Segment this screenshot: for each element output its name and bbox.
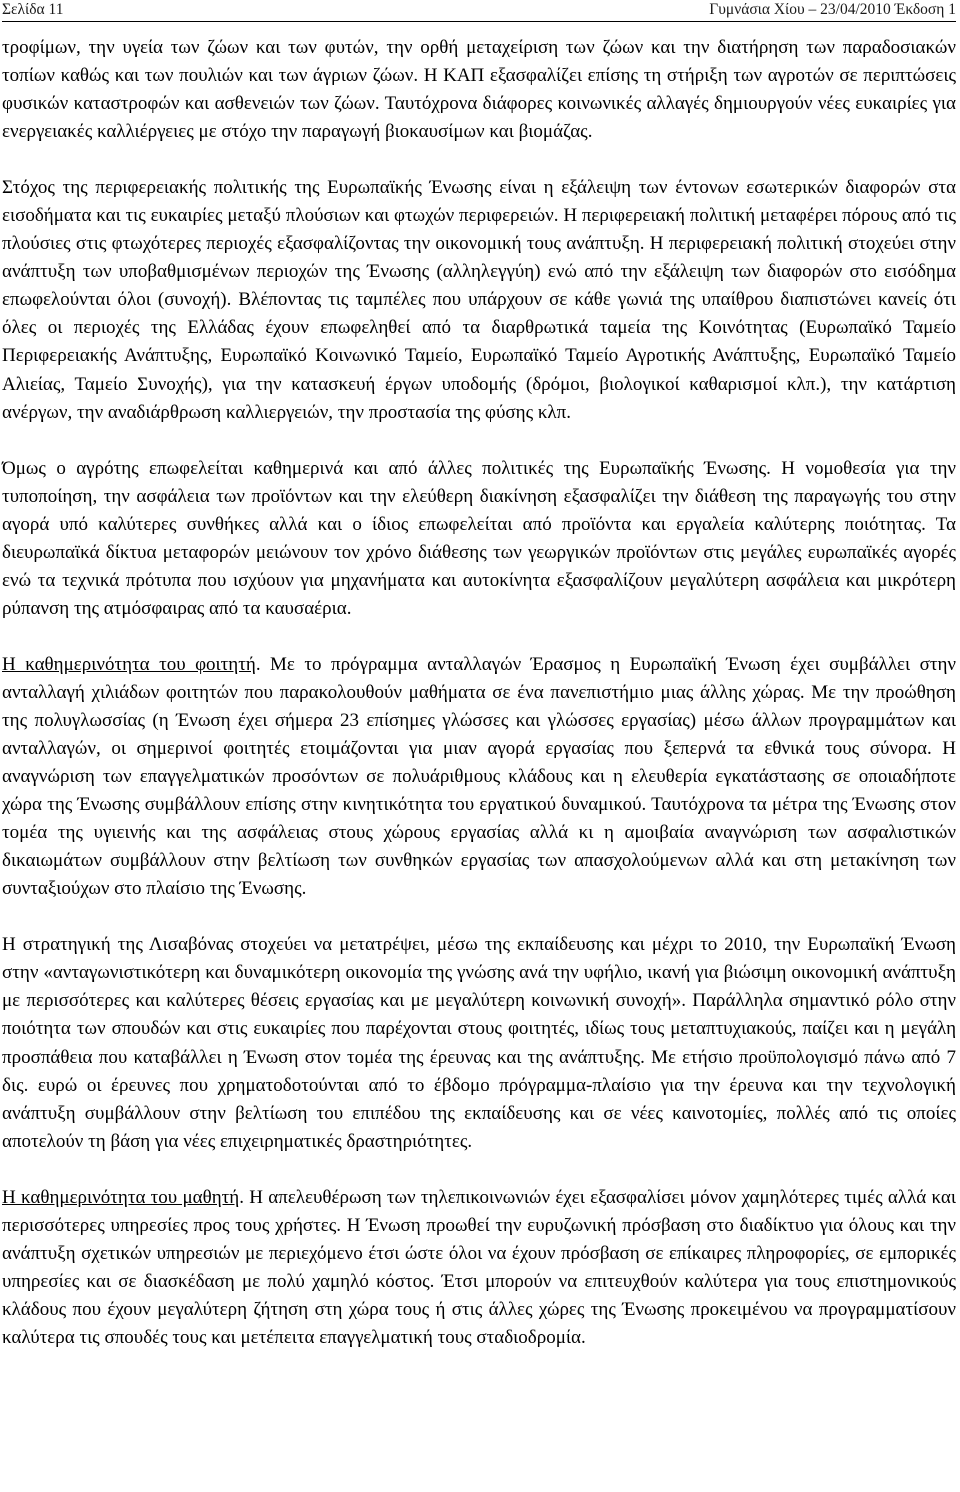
paragraph-text: . Με το πρόγραμμα ανταλλαγών Έρασμος η Ευρωπαϊκή Ένωση έχει συμβάλλει στην ανταλλαγή χιλιάδων φοιτητών που παρακολουθούν μαθήματα σε ένα πανεπιστήμιο μιας άλλης χώρας. Με την προώθηση της πολυγλωσσίας (η Ένωση έχει σήμερα 23 επίσημες γλώσσες και γλώσσες εργασίας) μέσω άλλων προγραμμάτων και ανταλλαγών, οι σημερινοί φοιτητές ετοιμάζονται για μιαν αγορά εργασίας που ξεπερνά τα εθνικά τους σύνορα. Η αναγνώριση των επαγγελματικών προσόντων σε πολυάριθμους κλάδους και η ελευθερία εγκατάστασης σε οποιαδήποτε χώρα της Ένωσης συμβάλλουν επίσης στην κινητικότητα του εργατικού δυναμικού. Ταυτόχρονα τα μέτρα της Ένωσης στον τομέα της υγιεινής και της ασφάλειας στους χώρους εργασίας αλλά κι η αμοιβαία αναγνώριση των ασφαλιστικών δικαιωμάτων συμβάλλουν στην βελτίωση των συνθηκών εργασίας των απασχολούμενων αλλά και στη μετακίνηση των συνταξιούχων στο πλαίσιο της Ένωσης. xyxy=(2,653,956,900)
section-heading-student: Η καθημερινότητα του φοιτητή xyxy=(2,653,256,675)
paragraph-pupil-daily-life xyxy=(2,1184,956,1352)
document-body xyxy=(2,34,956,1352)
paragraph-student-daily-life xyxy=(2,651,956,903)
paragraph-text: . Η απελευθέρωση των τηλεπικοινωνιών έχει εξασφαλίσει μόνον χαμηλότερες τιμές αλλά και περισσότερες υπηρεσίες προς τους χρήστες. Η Ένωση προωθεί την ευρυζωνική πρόσβαση στο διαδίκτυο για όλους και την ανάπτυξη σχετικών υπηρεσιών με περιεχόμενο έτσι ώστε όλοι να έχουν πρόσβαση σε επίκαιρες πληροφορίες, σε εμπορικές υπηρεσίες και σε διασκέδαση με πολύ χαμηλό κόστος. Έτσι μπορούν να επιτευχθούν καλύτερα για τους επιστημονικούς κλάδους που έχουν μεγαλύτερη ζήτηση στη χώρα τους ή στις άλλες χώρες της Ένωσης προκειμένου να προγραμματίσουν καλύτερα τις σπουδές τους και μετέπειτα επαγγελματική τους σταδιοδρομία. xyxy=(2,1186,956,1348)
paragraph-text: Όμως ο αγρότης επωφελείται καθημερινά και από άλλες πολιτικές της Ευρωπαϊκής Ένωσης. Η νομοθεσία για την τυποποίηση, την ασφάλεια των προϊόντων και την ελεύθερη διακίνηση εξασφαλίζει την διάθεση της παραγωγής του στην αγορά υπό καλύτερες συνθήκες αλλά και ο ίδιος επωφελείται από προϊόντα και εργαλεία καλύτερης ποιότητας. Τα διευρωπαϊκά δίκτυα μεταφορών μειώνουν τον χρόνο διάθεσης των γεωργικών προϊόντων στις μεγάλες ευρωπαϊκές αγορές ενώ τα τεχνικά πρότυπα που ισχύουν για μηχανήματα και αυτοκίνητα εξασφαλίζουν μεγαλύτερη ασφάλεια και μικρότερη ρύπανση της ατμόσφαιρας από τα καυσαέρια. xyxy=(2,457,956,619)
paragraph-text: τροφίμων, την υγεία των ζώων και των φυτών, την ορθή μεταχείριση των ζώων και την διατήρηση των παραδοσιακών τοπίων καθώς και των πουλιών και των άγριων ζώων. Η ΚΑΠ εξασφαλίζει επίσης τη στήριξη των αγροτών σε περιπτώσεις φυσικών καταστροφών και ασθενειών των ζώων. Ταυτόχρονα διάφορες κοινωνικές αλλαγές δημιουργούν νέες ευκαιρίες για ενεργειακές καλλιέργειες με στόχο την παραγωγή βιοκαυσίμων και βιομάζας. xyxy=(2,37,956,143)
paragraph-farmer-benefits xyxy=(2,455,956,623)
paragraph-cap-agriculture xyxy=(2,34,956,146)
header-divider xyxy=(2,21,956,22)
paragraph-regional-policy xyxy=(2,174,956,426)
page-number: Σελίδα 11 xyxy=(2,1,64,18)
page-header xyxy=(2,0,956,22)
section-heading-pupil: Η καθημερινότητα του μαθητή xyxy=(2,1186,240,1208)
paragraph-text: Η στρατηγική της Λισαβόνας στοχεύει να μετατρέψει, μέσω της εκπαίδευσης και μέχρι το 2010, την Ευρωπαϊκή Ένωση στην «ανταγωνιστικότερη και δυναμικότερη οικονομία της γνώσης ανά την υφήλιο, ικανή για βιώσιμη οικονομική ανάπτυξη με περισσότερες και καλύτερες θέσεις εργασίας και με μεγαλύτερη κοινωνική συνοχή». Παράλληλα σημαντικό ρόλο στην ποιότητα των σπουδών και στις ευκαιρίες που παρέχονται στους φοιτητές, ιδίως τους μεταπτυχιακούς, παίζει και η μεγάλη προσπάθεια που καταβάλλει η Ένωση στον τομέα της έρευνας και της ανάπτυξης. Με ετήσιο προϋπολογισμό πάνω από 7 δις. ευρώ οι έρευνες που χρηματοδοτούνται από το έβδομο πρόγραμμα-πλαίσιο για την έρευνα και την τεχνολογική ανάπτυξη συμβάλλουν στην βελτίωση του επιπέδου της εκπαίδευσης και σε νέες καινοτομίες, πολλές από τις οποίες αποτελούν τη βάση για νέες επιχειρηματικές δραστηριότητες. xyxy=(2,934,956,1152)
paragraph-text: Στόχος της περιφερειακής πολιτικής της Ευρωπαϊκής Ένωσης είναι η εξάλειψη των έντονων εσωτερικών διαφορών στα εισοδήματα και τις ευκαιρίες μεταξύ πλούσιων και φτωχών περιφερειών. Η περιφερειακή πολιτική μεταφέρει πόρους από τις πλούσιες στις φτωχότερες περιοχές εξασφαλίζοντας την οικονομική τους ανάπτυξη. Η περιφερειακή πολιτική στοχεύει στην ανάπτυξη των υποβαθμισμένων περιοχών της Ένωσης (αλληλεγγύη) ενώ από την εξάλειψη των διαφορών στο εισόδημα επωφελούνται όλοι (συνοχή). Βλέποντας τις ταμπέλες που υπάρχουν σε κάθε γωνιά της υπαίθρου διαπιστώνει κανείς ότι όλες οι περιοχές της Ελλάδας έχουν επωφεληθεί από τα διαρθρωτικά ταμεία της Κοινότητας (Ευρωπαϊκό Ταμείο Περιφερειακής Ανάπτυξης, Ευρωπαϊκό Κοινωνικό Ταμείο, Ευρωπαϊκό Ταμείο Αγροτικής Ανάπτυξης, Ευρωπαϊκό Ταμείο Αλιείας, Ταμείο Συνοχής), για την κατασκευή έργων υποδομής (δρόμοι, βιολογικοί καθαρισμοί κλπ.), την κατάρτιση ανέργων, την αναδιάρθρωση καλλιεργειών, την προστασία της φύσης κλπ. xyxy=(2,177,956,423)
paragraph-lisbon-strategy xyxy=(2,931,956,1155)
document-info: Γυμνάσια Χίου – 23/04/2010 Έκδοση 1 xyxy=(709,1,956,18)
